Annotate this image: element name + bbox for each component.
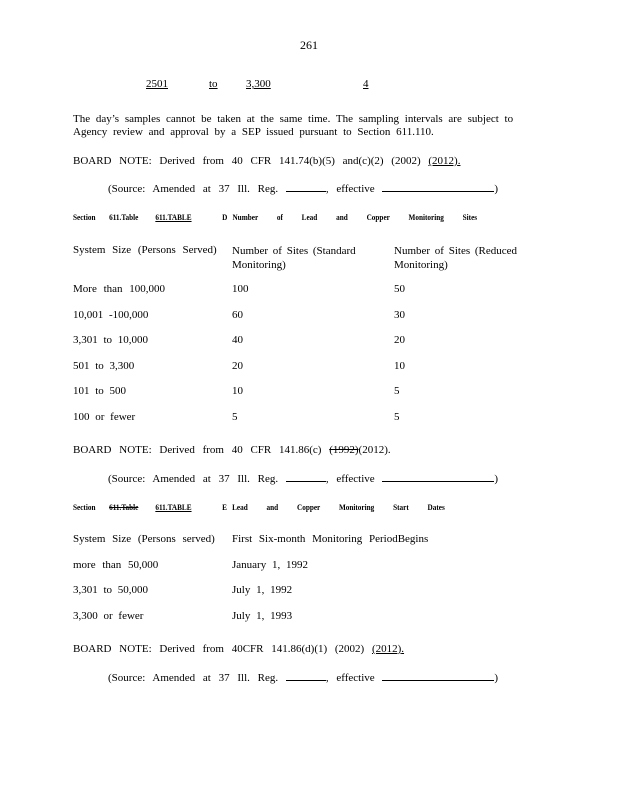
table-d-row-6-standard: 5 xyxy=(232,411,238,423)
table-e-row-3-start: July 1, 1993 xyxy=(232,610,293,622)
table-d-row-3-reduced: 20 xyxy=(394,334,405,346)
table-d-row-1-reduced: 50 xyxy=(394,283,405,295)
table-e-heading: Section 611.Table 611.TABLE E Lead and Copper Monitoring Start Dates xyxy=(73,502,445,512)
table-d-header-reduced: Number of Sites (Reduced Monitoring) xyxy=(394,245,517,271)
table-d-row-4-size: 501 to 3,300 xyxy=(73,360,135,372)
table-d-row-1-size: More than 100,000 xyxy=(73,283,166,295)
table-d-old-label: 611.Table xyxy=(109,212,139,222)
page-number: 261 xyxy=(300,38,318,52)
table-d-header-standard: Number of Sites (Standard Monitoring) xyxy=(232,245,356,271)
paragraph-line-2: Agency review and approval by a SEP issued pursuant to Section 611.110. xyxy=(73,126,434,138)
table-d-row-6-reduced: 5 xyxy=(394,411,400,423)
table-d-row-5-size: 101 to 500 xyxy=(73,385,127,397)
board-note-3-inserted: (2012) xyxy=(371,643,402,655)
table-d-row-6-size: 100 or fewer xyxy=(73,411,136,423)
board-note-1: BOARD NOTE: Derived from 40 CFR 141.74(b)(5) and(c)(2) (2002) (2012). xyxy=(73,155,461,167)
table-d-new-label: 611.TABLE xyxy=(155,212,192,222)
table-e-row-1-size: more than 50,000 xyxy=(73,559,159,571)
source-line-2: (Source: Amended at 37 Ill. Reg. , effective ) xyxy=(108,473,499,485)
table-d-row-2-reduced: 30 xyxy=(394,309,405,321)
table-d-row-4-reduced: 10 xyxy=(394,360,405,372)
range-to-word: to xyxy=(209,78,218,90)
range-to: 3,300 xyxy=(246,78,271,90)
table-e-row-2-size: 3,301 to 50,000 xyxy=(73,584,149,596)
table-d-row-3-size: 3,301 to 10,000 xyxy=(73,334,149,346)
table-d-row-4-standard: 20 xyxy=(232,360,243,372)
range-count: 4 xyxy=(363,78,369,90)
paragraph-line-1: The day’s samples cannot be taken at the same time. The sampling intervals are subject to xyxy=(73,113,514,125)
table-e-new-label: 611.TABLE xyxy=(155,502,192,512)
table-e-row-2-start: July 1, 1992 xyxy=(232,584,293,596)
table-e-header-size: System Size (Persons served) xyxy=(73,533,215,545)
board-note-2-inserted: (2012) xyxy=(358,444,388,456)
board-note-3: BOARD NOTE: Derived from 40CFR 141.86(d)(1) (2002) (2012). xyxy=(73,643,405,655)
board-note-2: BOARD NOTE: Derived from 40 CFR 141.86(c) (1992)(2012). xyxy=(73,444,391,456)
table-d-row-5-standard: 10 xyxy=(232,385,243,397)
table-d-header-size: System Size (Persons Served) xyxy=(73,244,217,256)
table-d-row-1-standard: 100 xyxy=(232,283,249,295)
board-note-1-inserted: (2012) xyxy=(428,155,458,167)
table-d-row-2-size: 10,001 -100,000 xyxy=(73,309,149,321)
board-note-2-deleted: (1992) xyxy=(329,444,359,456)
source-line-1: (Source: Amended at 37 Ill. Reg. , effective ) xyxy=(108,183,499,195)
table-e-row-3-size: 3,300 or fewer xyxy=(73,610,144,622)
range-from: 2501 xyxy=(146,78,168,90)
source-line-3: (Source: Amended at 37 Ill. Reg. , effective ) xyxy=(108,672,499,684)
table-d-heading: Section 611.Table 611.TABLE D Number of Lead and Copper Monitoring Sites xyxy=(73,212,478,222)
table-d-row-2-standard: 60 xyxy=(232,309,243,321)
table-d-row-5-reduced: 5 xyxy=(394,385,400,397)
table-d-row-3-standard: 40 xyxy=(232,334,243,346)
table-e-old-label: 611.Table xyxy=(109,502,139,512)
table-e-row-1-start: January 1, 1992 xyxy=(232,559,308,571)
table-e-header-start: First Six-month Monitoring PeriodBegins xyxy=(232,533,429,545)
